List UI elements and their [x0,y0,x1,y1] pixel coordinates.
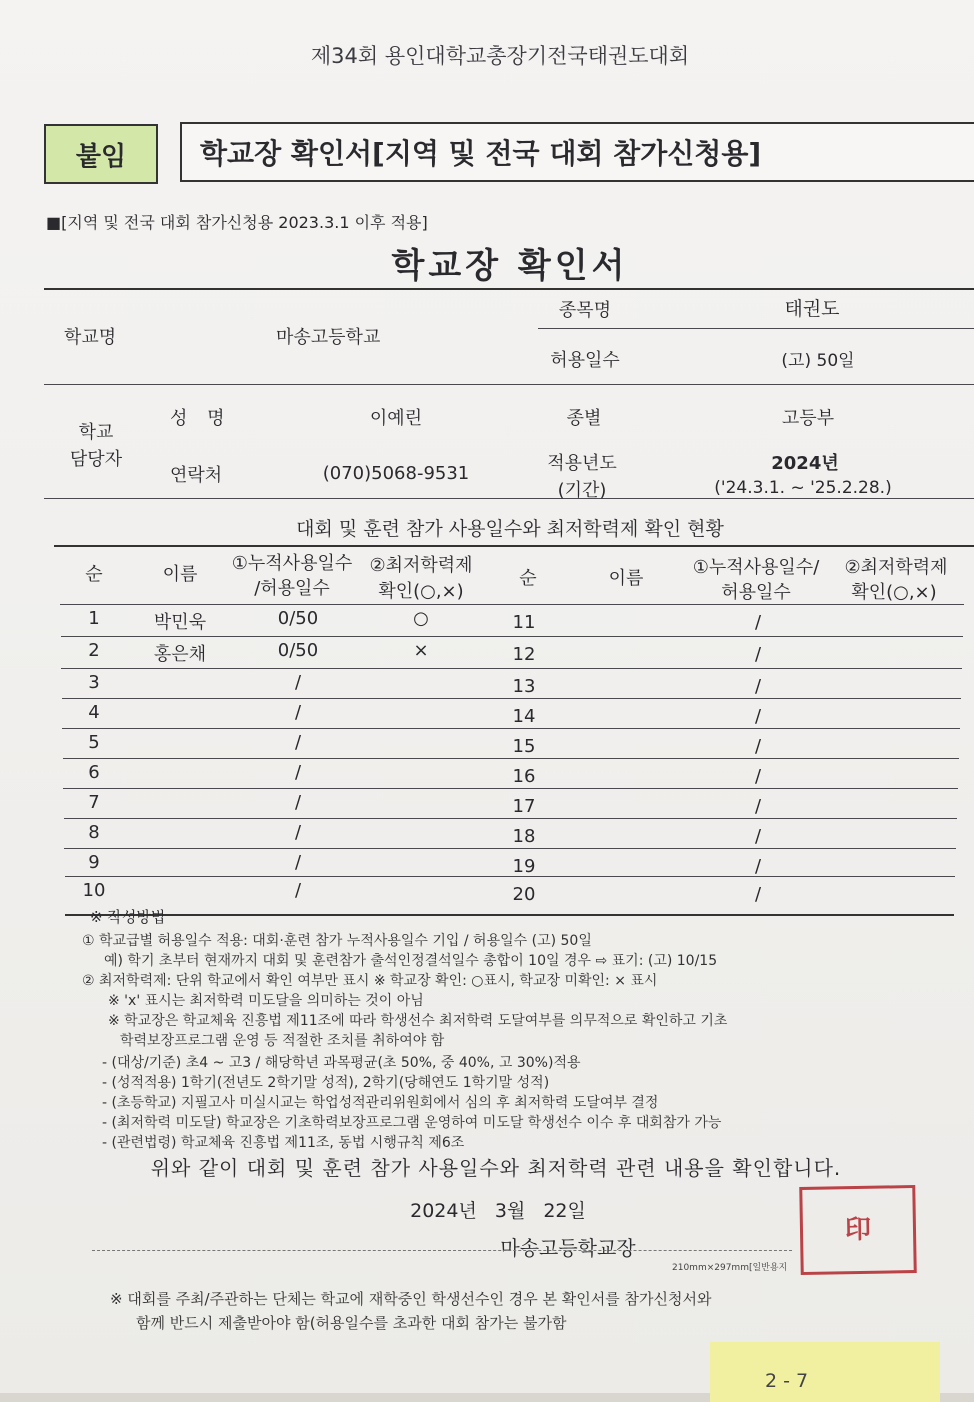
col-header-check: 확인(○,×) [851,582,937,603]
days-used: / [754,826,762,847]
note-line: - (초등학교) 지필고사 미실시교는 학업성적관리위원회에서 심의 후 최저학력 도달여부 결정 [102,1095,659,1111]
days-used: / [294,762,302,783]
note-line: - (최저학력 미도달) 학교장은 기초학력보장프로그램 운영하여 미도달 학생선수 이수 후 대회참가 가능 [102,1115,722,1131]
col-header-days: ①누적사용일수/ [692,557,820,578]
row-number: 10 [82,880,106,901]
row-number: 13 [512,676,536,697]
row-number: 17 [512,796,536,817]
school-seal [799,1185,917,1275]
footer-note: ※ 대회를 주최/주관하는 단체는 학교에 재학중인 학생선수인 경우 본 확인서를 참가신청서와 [110,1290,712,1308]
table-rule [62,698,962,699]
table-rule [64,848,956,849]
table-rule [63,758,960,759]
category-label: 종별 [566,408,602,429]
days-used: / [754,766,762,787]
academic-check: ○ [413,608,429,629]
student-name: 홍은채 [153,644,207,665]
footer-note: 함께 반드시 제출받아야 함(허용일수를 초과한 대회 참가는 불가함 [136,1314,567,1332]
days-used: / [754,644,762,665]
row-number: 2 [88,640,100,661]
col-header-no: 순 [519,568,537,589]
days-used: / [294,792,302,813]
year-value: 2024년 [771,453,839,474]
col-header-no: 순 [85,564,103,585]
contact-label: 연락처 [170,465,223,486]
period-value: ('24.3.1. ~ '25.2.28.) [714,478,892,498]
row-number: 3 [88,672,100,693]
contact-value: (070)5068-9531 [322,463,470,484]
days-used: / [294,822,302,843]
days-used: / [294,672,302,693]
school-name-value: 마송고등학교 [276,327,381,348]
paper-size-note: 210mm×297mm[일반용지 [672,1263,788,1273]
row-number: 6 [88,762,100,783]
row-number: 5 [88,732,100,753]
row-number: 20 [512,884,536,905]
divider [92,1250,792,1251]
row-number: 9 [88,852,100,873]
allowed-days-label: 허용일수 [550,350,620,371]
days-used: / [754,612,762,633]
days-used: / [754,706,762,727]
table-rule [65,876,956,877]
row-number: 18 [512,826,536,847]
divider [54,545,974,547]
divider [44,498,974,499]
allowed-days-value: (고) 50일 [781,351,855,371]
sticky-note-text: 2 - 7 [765,1370,809,1392]
table-rule [61,636,964,637]
days-used: 0/50 [277,640,319,661]
notice-text: ■[지역 및 전국 대회 참가신청용 2023.3.1 이후 적용] [46,213,428,232]
days-used: / [294,852,302,873]
note-line: 예) 학기 초부터 현재까지 대회 및 훈련참가 출석인정결석일수 총합이 10일 경우 ⇨ 표기: (고) 10/15 [104,953,718,969]
table-rule [62,728,960,729]
days-used: / [754,676,762,697]
event-label: 종목명 [558,300,612,321]
col-header-check: ②최저학력제 [369,555,473,576]
divider [538,328,974,329]
days-used: / [754,856,762,877]
table-rule [64,818,958,819]
row-number: 11 [512,612,536,633]
school-name-label: 학교명 [64,327,117,348]
table-rule [61,668,962,669]
note-line: ① 학교급별 허용일수 적용: 대회·훈련 참가 누적사용일수 기입 / 허용일수 (고) 50일 [82,933,592,949]
manager-name-value: 이예린 [369,408,423,429]
competition-title: 제34회 용인대학교총장기전국태권도대회 [310,44,690,68]
row-number: 14 [512,706,536,727]
note-line: 학력보장프로그램 운영 등 적절한 조치를 취하여야 함 [120,1033,445,1049]
row-number: 19 [512,856,536,877]
col-header-days: ①누적사용일수 [231,553,353,574]
col-header-check: 확인(○,×) [378,581,464,602]
confirm-text: 위와 같이 대회 및 훈련 참가 사용일수와 최저학력 관련 내용을 확인합니다. [150,1156,842,1180]
attachment-badge: 붙임 [44,124,158,184]
table-rule [65,914,954,916]
event-value: 태권도 [784,298,840,320]
row-number: 7 [88,792,100,813]
col-header-name: 이름 [608,568,644,589]
days-used: / [754,796,762,817]
signer-title: 마송고등학교장 [500,1236,636,1260]
manager-label: 담당자 [69,449,123,470]
note-line: - (관련법령) 학교체육 진흥법 제11조, 동법 시행규칙 제6조 [102,1135,465,1151]
col-header-days: /허용일수 [254,578,330,599]
divider [44,288,974,290]
table-rule [63,788,958,789]
notes-heading: ※ 작성방법 [90,908,166,926]
days-used: / [754,736,762,757]
manager-label: 학교 [78,422,114,443]
col-header-days: 허용일수 [721,582,791,603]
period-label: (기간) [557,480,607,501]
divider [44,384,974,385]
form-title: 학교장 확인서[지역 및 전국 대회 참가신청용] [180,122,974,182]
days-used: / [754,884,762,905]
note-line: ※ 학교장은 학교체육 진흥법 제11조에 따라 학생선수 최저학력 도달여부를 의무적으로 확인하고 기초 [108,1013,728,1029]
days-used: / [294,732,302,753]
days-used: / [294,880,302,901]
col-header-name: 이름 [162,564,198,585]
note-line: ② 최저학력제: 단위 학교에서 확인 여부만 표시 ※ 학교장 확인: ○표시, 학교장 미확인: × 표시 [82,973,658,989]
note-line: ※ 'x' 표시는 최저학력 미도달을 의미하는 것이 아님 [108,993,424,1009]
academic-check: × [413,640,429,661]
row-number: 12 [512,644,536,665]
table-rule [60,604,964,605]
seal-glyph: 印 [844,1214,872,1246]
section-title: 대회 및 훈련 참가 사용일수와 최저학력제 확인 현황 [296,518,724,540]
category-value: 고등부 [781,408,835,429]
year-label: 적용년도 [547,453,617,474]
days-used: / [294,702,302,723]
document-title: 학교장 확인서 [391,246,629,286]
row-number: 1 [88,608,100,629]
confirm-date: 2024년 3월 22일 [410,1200,586,1222]
note-line: - (대상/기준) 초4 ~ 고3 / 해당학년 과목평균(초 50%, 중 40%, 고 30%)적용 [102,1055,581,1071]
row-number: 15 [512,736,536,757]
row-number: 16 [512,766,536,787]
note-line: - (성적적용) 1학기(전년도 2학기말 성적), 2학기(당해연도 1학기말 성적) [102,1075,550,1091]
row-number: 4 [88,702,100,723]
days-used: 0/50 [277,608,319,629]
student-name: 박민욱 [153,612,207,633]
sticky-note [710,1342,940,1402]
name-label: 성 명 [170,408,225,429]
col-header-check: ②최저학력제 [844,557,948,578]
row-number: 8 [88,822,100,843]
